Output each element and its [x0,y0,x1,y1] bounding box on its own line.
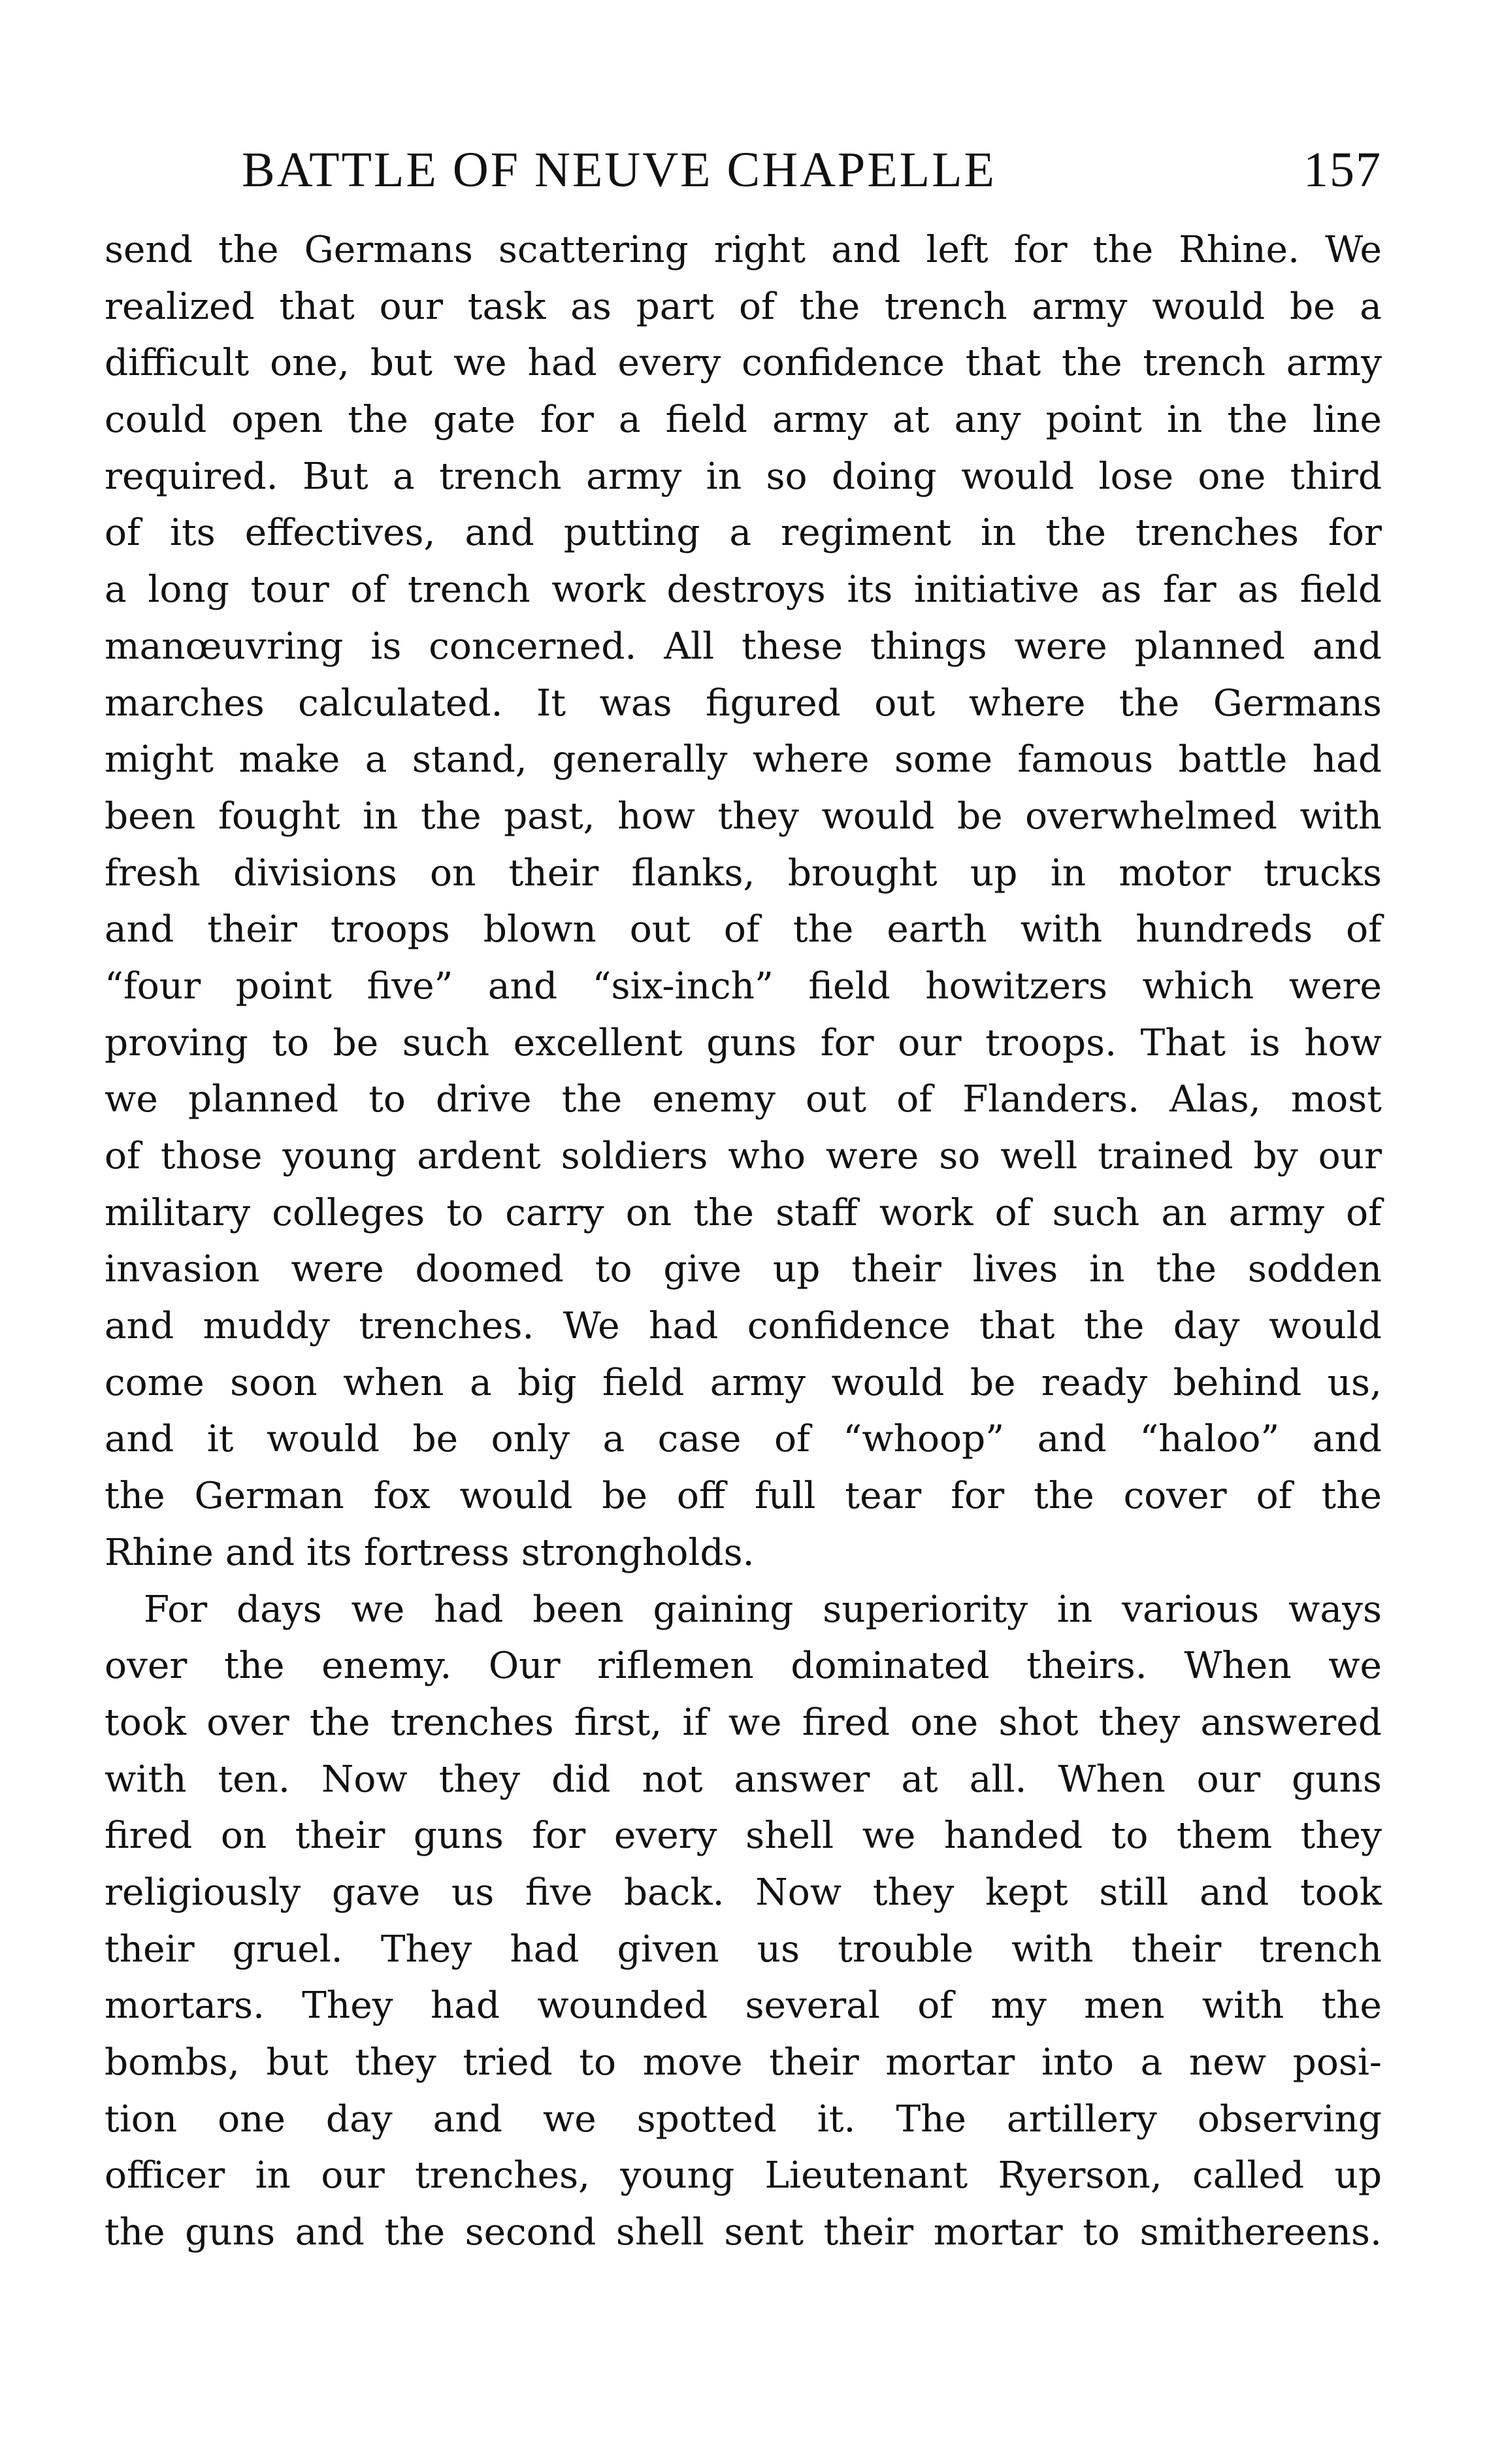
text-line: tion one day and we spotted it. The artillery observing [105,2097,1382,2141]
text-line: of its effectives, and putting a regiment in the trenches for [105,512,1382,555]
text-line: Rhine and its fortress strongholds. [105,1531,755,1574]
text-line: with ten. Now they did not answer at all. When our guns [105,1758,1382,1801]
running-head [242,131,1382,209]
text-line: invasion were doomed to give up their lives in the sodden [105,1248,1382,1291]
text-line: and it would be only a case of “whoop” and “haloo” and [105,1418,1382,1461]
text-line: the guns and the second shell sent their mortar to smithereens. [105,2211,1382,2254]
text-line: the German fox would be off full tear for the cover of the [105,1475,1382,1518]
text-line: we planned to drive the enemy out of Flanders. Alas, most [105,1078,1382,1121]
text-line: difficult one, but we had every confidence that the trench army [105,342,1382,385]
text-line: manœuvring is concerned. All these things were planned and [105,625,1382,668]
text-line: took over the trenches first, if we fired one shot they answered [105,1701,1382,1744]
text-line: fired on their guns for every shell we handed to them they [105,1815,1382,1858]
text-line: and their troops blown out of the earth with hundreds of [105,908,1382,951]
text-line: proving to be such excellent guns for our troops. That is how [105,1021,1382,1064]
text-line: of those young ardent soldiers who were so well trained by our [105,1135,1382,1177]
text-line: required. But a trench army in so doing would lose one third [105,455,1382,498]
text-line: fresh divisions on their flanks, brought up in motor trucks [105,851,1382,895]
text-line: realized that our task as part of the trench army would be a [105,285,1382,328]
text-line: been fought in the past, how they would be overwhelmed with [105,795,1382,838]
text-line: a long tour of trench work destroys its initiative as far as field [105,568,1382,612]
text-line: bombs, but they tried to move their mortar into a new posi- [105,2041,1382,2084]
text-line: send the Germans scattering right and left for the Rhine. We [105,229,1382,271]
text-line: military colleges to carry on the staff work of such an army of [105,1191,1382,1234]
text-line: For days we had been gaining superiority in various ways [144,1588,1382,1631]
text-line: their gruel. They had given us trouble with their trench [105,1928,1382,1971]
text-line: come soon when a big field army would be ready behind us, [105,1361,1382,1404]
running-title: BATTLE OF NEUVE CHAPELLE [242,142,996,197]
text-line: “four point five” and “six-inch” field howitzers which were [105,964,1382,1008]
text-line: and muddy trenches. We had confidence that the day would [105,1305,1382,1348]
text-line: religiously gave us five back. Now they kept still and took [105,1871,1382,1914]
text-line: could open the gate for a field army at any point in the line [105,399,1382,442]
page-number: 157 [1303,142,1382,197]
text-line: mortars. They had wounded several of my men with the [105,1984,1382,2028]
text-line: over the enemy. Our riflemen dominated theirs. When we [105,1645,1382,1688]
text-line: might make a stand, generally where some famous battle had [105,738,1382,781]
text-line: marches calculated. It was figured out where the Germans [105,682,1382,725]
body-text [105,222,1382,2261]
text-line: officer in our trenches, young Lieutenant Ryerson, called up [105,2154,1382,2197]
